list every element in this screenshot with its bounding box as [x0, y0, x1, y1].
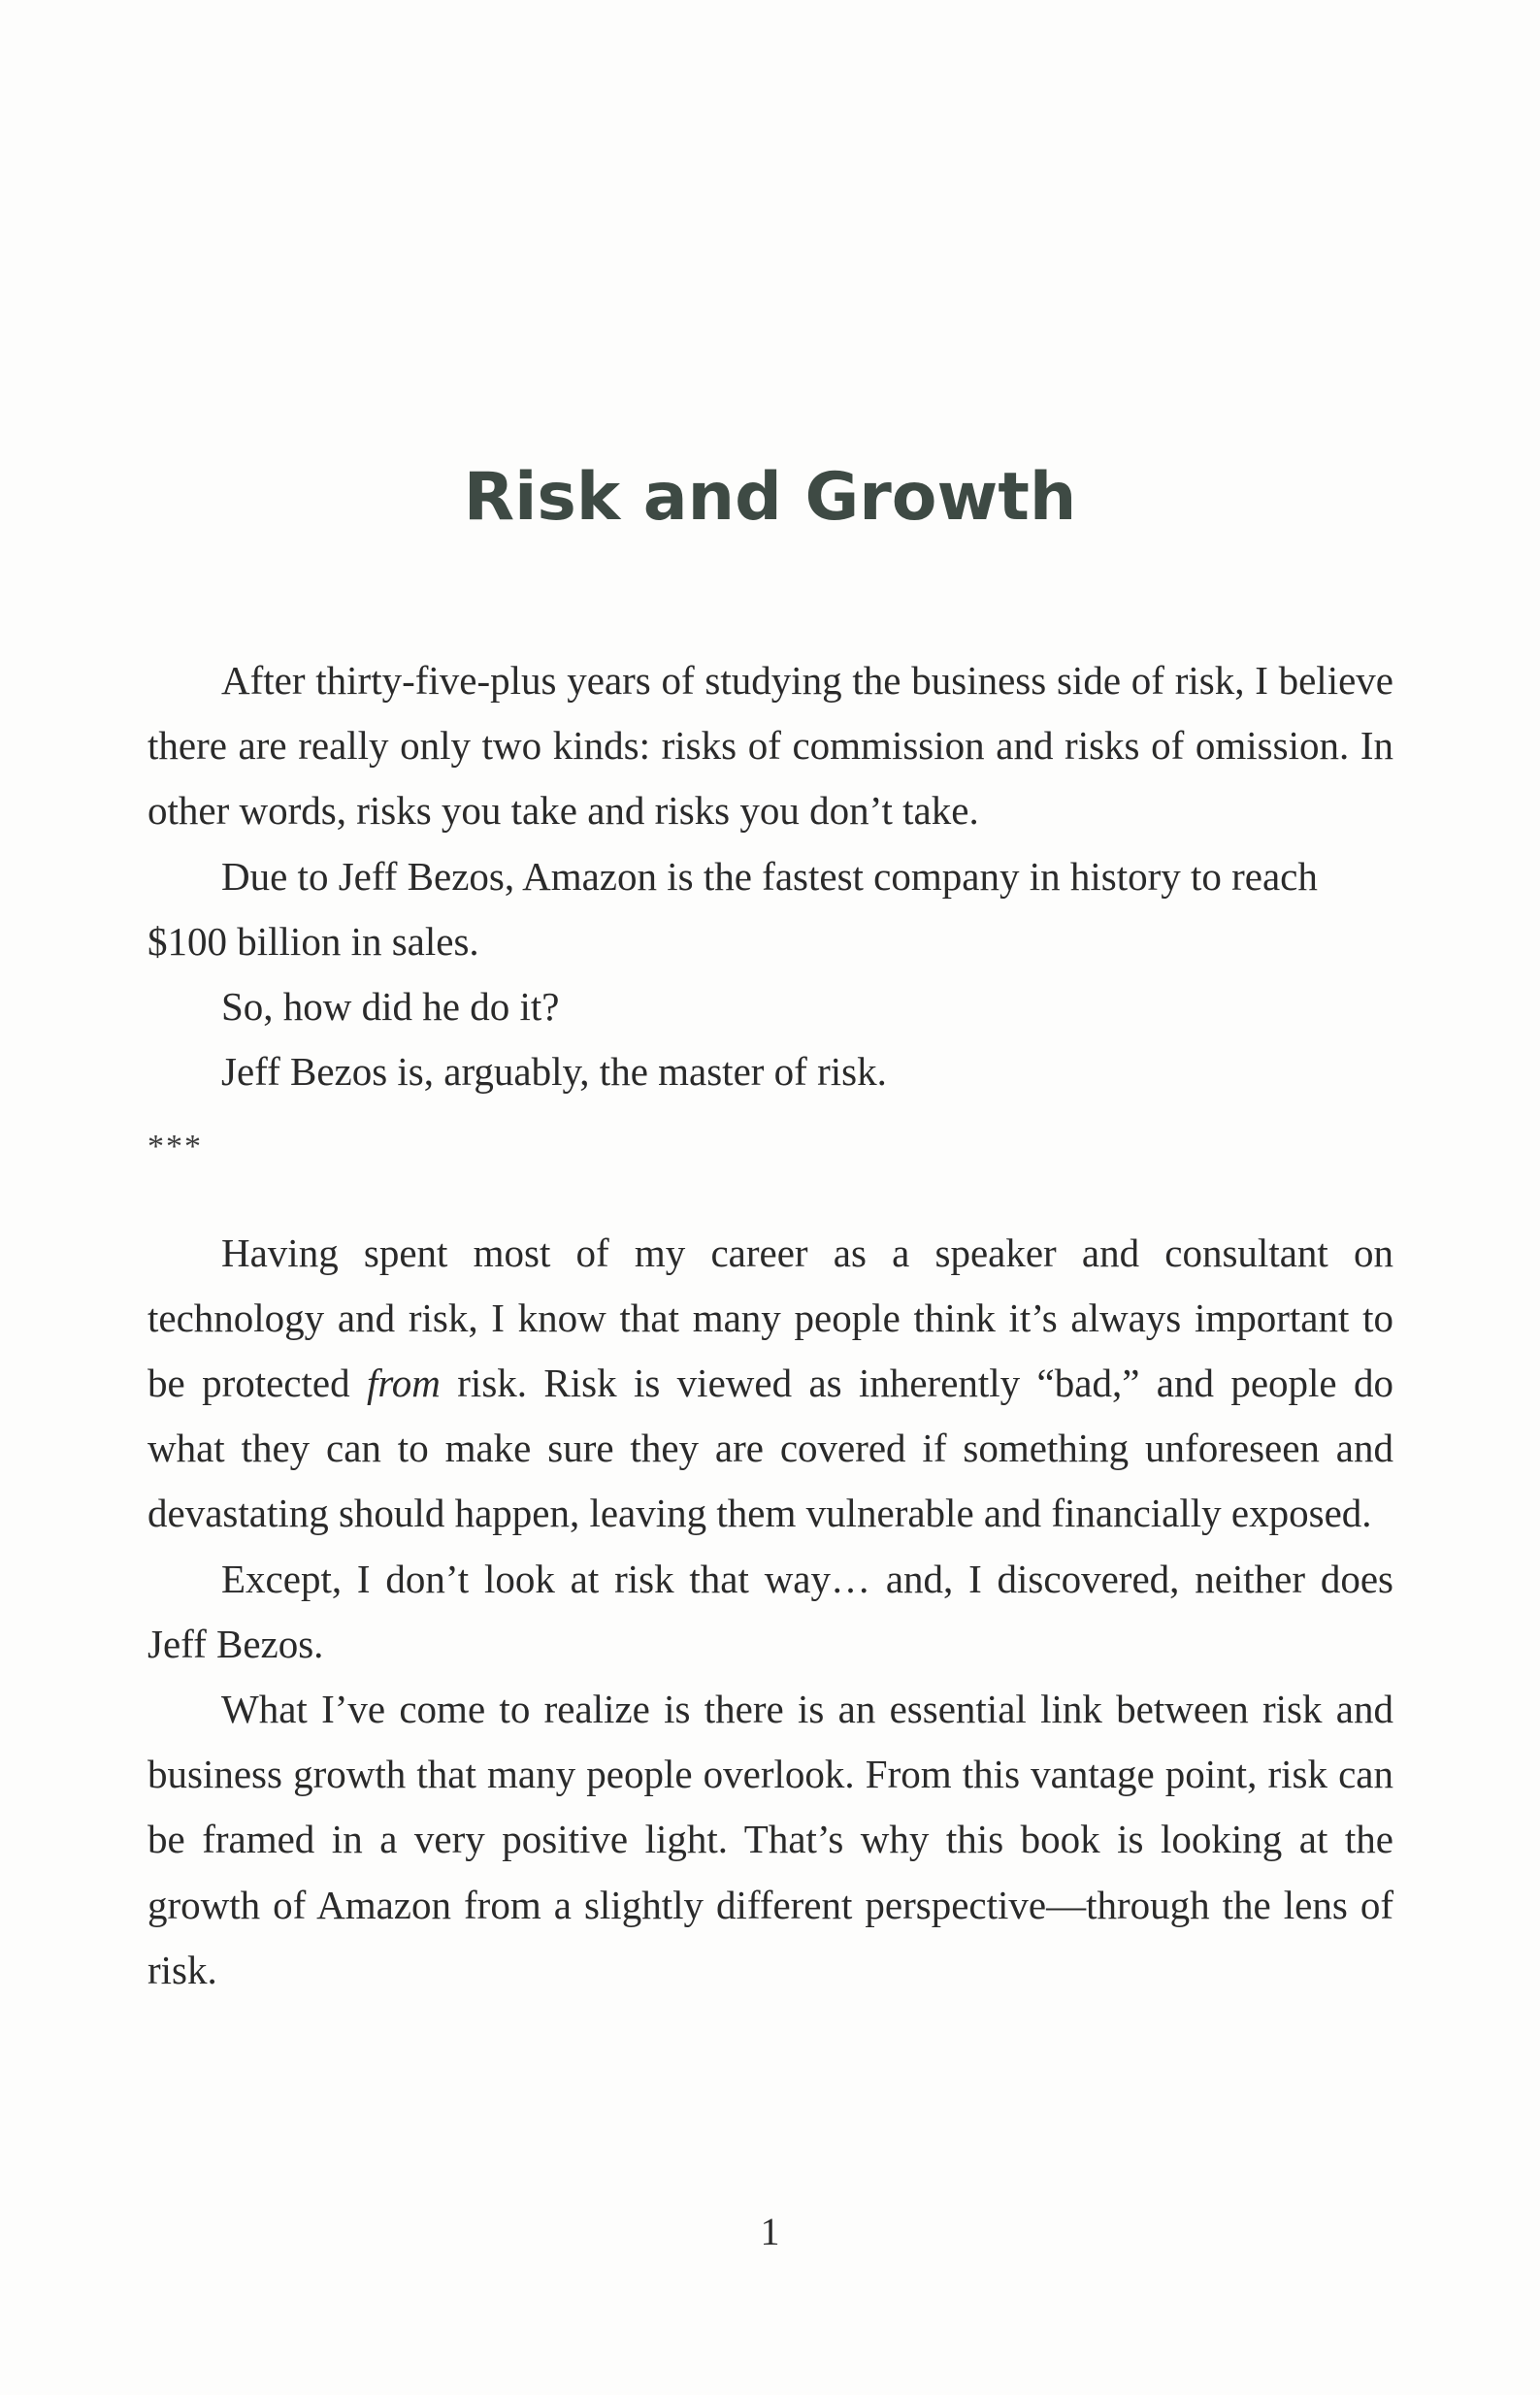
paragraph-2: Due to Jeff Bezos, Amazon is the fastest company in history to reach $100 billion in sales. — [147, 853, 1318, 964]
paragraph-6: Except, I don’t look at risk that way… and, I discovered, neither does Jeff Bezos. — [147, 1556, 1393, 1666]
chapter-title: Risk and Growth — [463, 459, 1077, 536]
section-break: *** — [147, 1129, 203, 1165]
paragraph-3: So, how did he do it? — [221, 984, 560, 1030]
paragraph-5 — [147, 1221, 1393, 1547]
paragraph-5-before: Having spent most of my career as a speaker and consultant on technology and risk, I know that many people think it’s always important to be protected — [147, 1230, 1393, 1406]
chapter-body — [147, 648, 1393, 2003]
paragraph-5-emphasis: from — [366, 1361, 441, 1406]
paragraph-7: What I’ve come to realize is there is an essential link between risk and business growth that many people overlook. From this vantage point, risk can be framed in a very positive light. That’s why this book is looking at the growth of Amazon from a slightly different perspective—through the lens of risk. — [147, 1687, 1393, 1992]
paragraph-1: After thirty-five-plus years of studying the business side of risk, I believe there are really only two kinds: risks of commission and risks of omission. In other words, risks you take and risks you don’t take. — [147, 658, 1393, 834]
page-number: 1 — [760, 2210, 780, 2253]
paragraph-4: Jeff Bezos is, arguably, the master of risk. — [221, 1049, 887, 1095]
paragraph-5-after: risk. Risk is viewed as inherently “bad,” and people do what they can to make sure they are covered if something unforeseen and devastating should happen, leaving them vulnerable and financially exposed. — [147, 1361, 1393, 1536]
